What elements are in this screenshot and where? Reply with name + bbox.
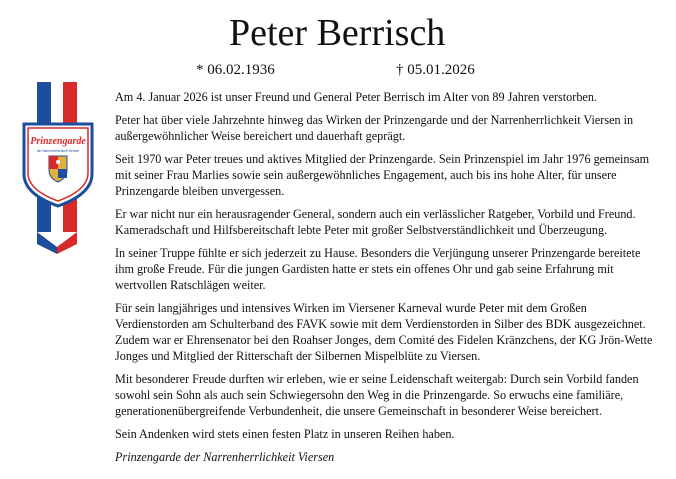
emblem-shield-icon [24,124,92,206]
paragraph: Für sein langjähriges und intensives Wirken im Viersener Karneval wurde Peter mit dem Großen Verdienstorden am Schulterband des FAVK sowie mit dem Verdienstorden in Silber des BDK ausgezeichnet. Zudem war er Ehrensenator bei den Roahser Jonges, dem Comité des Fidelen Kränzchens, der KG Jrön-Wette Jonges und Mitglied der Ritterschaft der Silbernen Mispelblüte zu Viersen. [115,300,653,364]
birth-date: * 06.02.1936 [196,62,275,78]
paragraph: Peter hat über viele Jahrzehnte hinweg das Wirken der Prinzengarde und der Narrenherrlichkeit Viersen in außergewöhnlicher Weise bereichert und dauerhaft geprägt. [115,112,634,143]
paragraph: Er war nicht nur ein herausragender General, sondern auch ein verlässlicher Ratgeber, Vorbild und Freund. Kameradschaft und Hilfsbereitschaft lebte Peter mit großer Selbstverständlichkeit und Überzeugung. [115,206,636,237]
signature: Prinzengarde der Narrenherrlichkeit Viersen [115,449,335,464]
paragraph: Mit besonderer Freude durften wir erleben, wie er seine Leidenschaft weitergab: Durch sein Vorbild fanden sowohl sein Sohn als auch sein Schwiegersohn den Weg in die Prinzengarde. So erwuchs eine familiäre, generationenübergreifende Verbundenheit, die unsere Gemeinschaft in besonderer Weise bereichert. [115,372,639,419]
paragraph: In seiner Truppe fühlte er sich jederzeit zu Hause. Besonders die Verjüngung unserer Prinzengarde bereitete ihm große Freude. Für die jungen Gardisten hatte er stets ein offenes Ohr und gab seine Erfahrung mit wertvollen Ratschlägen weiter. [115,245,641,293]
logo-subtext: der Narrenherrlichkeit Viersen [36,149,80,153]
death-date: † 05.01.2026 [396,62,475,78]
paragraph: Am 4. Januar 2026 ist unser Freund und General Peter Berrisch im Alter von 89 Jahren verstorben. [115,90,597,104]
obituary-text [115,89,655,472]
deceased-name: Peter Berrisch [229,12,446,54]
paragraph: Seit 1970 war Peter treues und aktives Mitglied der Prinzengarde. Sein Prinzenspiel im Jahr 1976 gemeinsam mit seiner Frau Marlies sowie sein außergewöhnliches Engagement, auch bis ins hohe Alter, für unsere Prinzengarde bleiben unvergessen. [115,151,650,199]
logo-text: Prinzengarde [30,136,86,147]
life-dates [0,62,676,82]
paragraph: Sein Andenken wird stets einen festen Platz in unseren Reihen haben. [115,427,455,442]
prinzengarde-banner-logo [22,82,94,254]
